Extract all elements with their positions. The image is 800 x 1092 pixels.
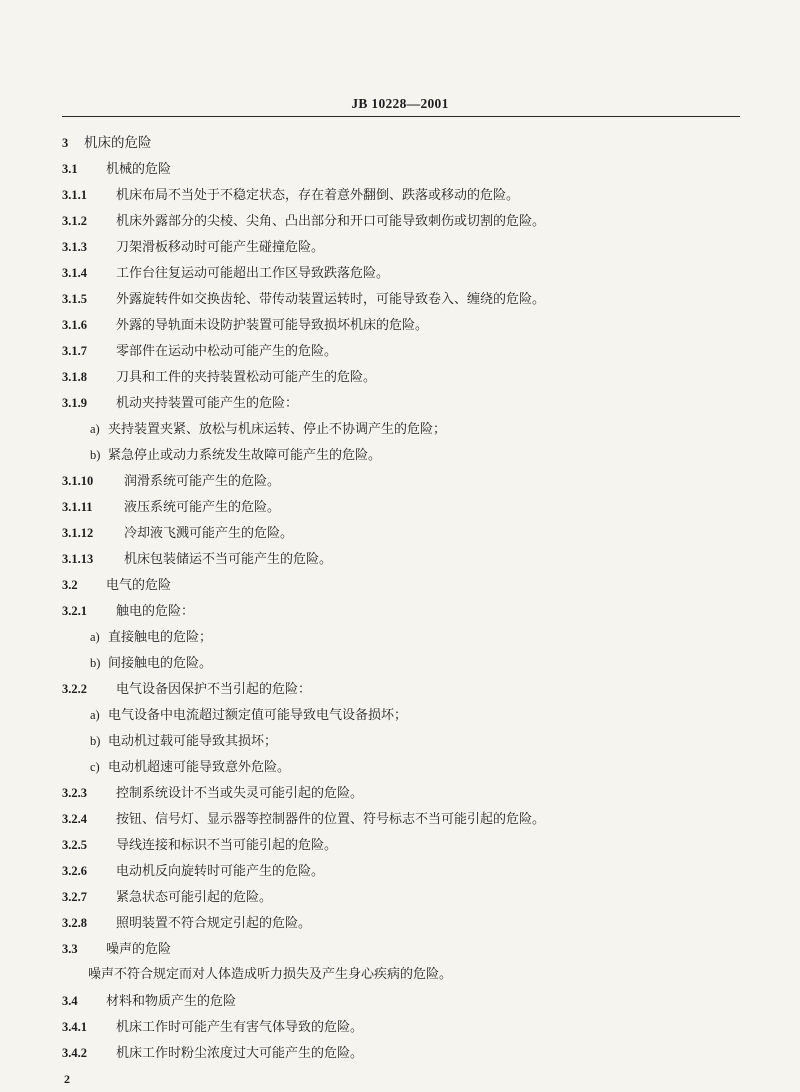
list-subitem bbox=[62, 416, 752, 442]
list-subitem bbox=[62, 754, 752, 780]
clause-number: b) bbox=[90, 448, 101, 462]
clause-line bbox=[62, 208, 752, 234]
clause-text: 导线连接和标识不当可能引起的危险。 bbox=[116, 838, 338, 853]
clause-number: 3.1.12 bbox=[62, 526, 94, 540]
clause-number: 3.2.6 bbox=[62, 864, 87, 878]
clause-number: 3.2.3 bbox=[62, 786, 87, 800]
clause-text: 紧急状态可能引起的危险。 bbox=[116, 890, 273, 905]
clause-number: 3.1 bbox=[62, 162, 78, 176]
clause-number: a) bbox=[90, 422, 100, 436]
clause-line bbox=[62, 494, 752, 520]
clause-number: c) bbox=[90, 760, 100, 774]
list-subitem bbox=[62, 650, 752, 676]
clause-text: 零部件在运动中松动可能产生的危险。 bbox=[116, 344, 338, 359]
clause-line bbox=[62, 260, 752, 286]
clause-number: 3.2.8 bbox=[62, 916, 87, 930]
clause-text: 电气的危险 bbox=[106, 578, 172, 593]
clause-line bbox=[62, 858, 752, 884]
clause-number: 3.2.4 bbox=[62, 812, 87, 826]
clause-number: 3.3 bbox=[62, 942, 78, 956]
clause-line bbox=[62, 182, 752, 208]
clause-text: 电动机反向旋转时可能产生的危险。 bbox=[116, 864, 325, 879]
clause-number: 3.1.9 bbox=[62, 396, 87, 410]
clause-number: 3.1.4 bbox=[62, 266, 87, 280]
clause-line bbox=[62, 884, 752, 910]
clause-number: 3.4.2 bbox=[62, 1046, 87, 1060]
clause-text: 冷却液飞溅可能产生的危险。 bbox=[124, 526, 294, 541]
clause-number: 3.2.1 bbox=[62, 604, 87, 618]
clause-text: 润滑系统可能产生的危险。 bbox=[124, 474, 281, 489]
clause-number: 3.1.7 bbox=[62, 344, 87, 358]
clause-number: a) bbox=[90, 708, 100, 722]
document-header-title: JB 10228—2001 bbox=[351, 96, 449, 111]
clause-number: 3 bbox=[62, 136, 69, 150]
list-subitem bbox=[62, 442, 752, 468]
clause-number: 3.2.5 bbox=[62, 838, 87, 852]
clause-text: 机械的危险 bbox=[106, 162, 172, 177]
clause-text: 电动机过载可能导致其损坏； bbox=[108, 734, 278, 749]
clause-line bbox=[62, 312, 752, 338]
clause-text: 机床工作时可能产生有害气体导致的危险。 bbox=[116, 1020, 364, 1035]
clause-number: a) bbox=[90, 630, 100, 644]
clause-line bbox=[62, 910, 752, 936]
section-heading bbox=[62, 936, 752, 962]
clause-number: 3.1.13 bbox=[62, 552, 94, 566]
clause-line bbox=[62, 598, 752, 624]
clause-text: 紧急停止或动力系统发生故障可能产生的危险。 bbox=[108, 448, 382, 463]
clause-text: 照明装置不符合规定引起的危险。 bbox=[116, 916, 312, 931]
clause-text: 电气设备中电流超过额定值可能导致电气设备损坏； bbox=[108, 708, 408, 723]
clause-text: 按钮、信号灯、显示器等控制器件的位置、符号标志不当可能引起的危险。 bbox=[116, 812, 546, 827]
list-subitem bbox=[62, 624, 752, 650]
section-heading bbox=[62, 156, 752, 182]
clause-text: 夹持装置夹紧、放松与机床运转、停止不协调产生的危险； bbox=[108, 422, 447, 437]
clause-text: 材料和物质产生的危险 bbox=[106, 994, 237, 1009]
clause-number: b) bbox=[90, 734, 101, 748]
clause-number: 3.4 bbox=[62, 994, 78, 1008]
clause-line bbox=[62, 546, 752, 572]
clause-line bbox=[62, 1040, 752, 1066]
clause-text: 刀具和工件的夹持装置松动可能产生的危险。 bbox=[116, 370, 377, 385]
clause-number: 3.1.8 bbox=[62, 370, 87, 384]
clause-text: 机床的危险 bbox=[84, 135, 152, 151]
clause-line bbox=[62, 286, 752, 312]
clause-text: 电动机超速可能导致意外危险。 bbox=[108, 760, 291, 775]
clause-number: 3.1.10 bbox=[62, 474, 94, 488]
clause-text: 电气设备因保护不当引起的危险： bbox=[116, 682, 312, 697]
clause-line bbox=[62, 780, 752, 806]
clause-line bbox=[62, 1014, 752, 1040]
clause-text: 机床布局不当处于不稳定状态，存在着意外翻倒、跌落或移动的危险。 bbox=[116, 188, 520, 203]
clause-number: 3.1.11 bbox=[62, 500, 93, 514]
section-heading bbox=[62, 130, 752, 156]
section-heading bbox=[62, 572, 752, 598]
clause-text: 控制系统设计不当或失灵可能引起的危险。 bbox=[116, 786, 364, 801]
clause-line bbox=[62, 962, 752, 988]
clause-text: 直接触电的危险； bbox=[108, 630, 213, 645]
clause-text: 机床包装储运不当可能产生的危险。 bbox=[124, 552, 333, 567]
clause-text: 外露的导轨面未设防护装置可能导致损坏机床的危险。 bbox=[116, 318, 429, 333]
clause-number: 3.1.5 bbox=[62, 292, 87, 306]
clause-line bbox=[62, 468, 752, 494]
clause-text: 机动夹持装置可能产生的危险： bbox=[116, 396, 299, 411]
clause-text: 外露旋转件如交换齿轮、带传动装置运转时，可能导致卷入、缠绕的危险。 bbox=[116, 292, 546, 307]
clause-text: 噪声不符合规定而对人体造成听力损失及产生身心疾病的危险。 bbox=[88, 967, 453, 982]
list-subitem bbox=[62, 702, 752, 728]
clause-line bbox=[62, 234, 752, 260]
clause-text: 触电的危险： bbox=[116, 604, 195, 619]
clause-text: 工作台往复运动可能超出工作区导致跌落危险。 bbox=[116, 266, 390, 281]
clause-number: 3.2.2 bbox=[62, 682, 87, 696]
clause-number: 3.1.3 bbox=[62, 240, 87, 254]
page-number: 2 bbox=[64, 1072, 70, 1086]
clause-number: 3.1.2 bbox=[62, 214, 87, 228]
clause-number: b) bbox=[90, 656, 101, 670]
clause-line bbox=[62, 390, 752, 416]
clause-line bbox=[62, 520, 752, 546]
document-body bbox=[62, 128, 752, 1066]
clause-line bbox=[62, 832, 752, 858]
clause-number: 3.2 bbox=[62, 578, 78, 592]
clause-number: 3.4.1 bbox=[62, 1020, 87, 1034]
clause-number: 3.1.1 bbox=[62, 188, 87, 202]
section-heading bbox=[62, 988, 752, 1014]
clause-number: 3.1.6 bbox=[62, 318, 87, 332]
clause-text: 液压系统可能产生的危险。 bbox=[124, 500, 281, 515]
clause-text: 噪声的危险 bbox=[106, 942, 172, 957]
list-subitem bbox=[62, 728, 752, 754]
clause-line bbox=[62, 338, 752, 364]
clause-text: 机床外露部分的尖棱、尖角、凸出部分和开口可能导致刺伤或切割的危险。 bbox=[116, 214, 546, 229]
clause-line bbox=[62, 806, 752, 832]
clause-line bbox=[62, 676, 752, 702]
clause-text: 间接触电的危险。 bbox=[108, 656, 213, 671]
clause-text: 机床工作时粉尘浓度过大可能产生的危险。 bbox=[116, 1046, 364, 1061]
clause-number: 3.2.7 bbox=[62, 890, 87, 904]
header-rule bbox=[62, 116, 740, 117]
clause-line bbox=[62, 364, 752, 390]
clause-text: 刀架滑板移动时可能产生碰撞危险。 bbox=[116, 240, 325, 255]
